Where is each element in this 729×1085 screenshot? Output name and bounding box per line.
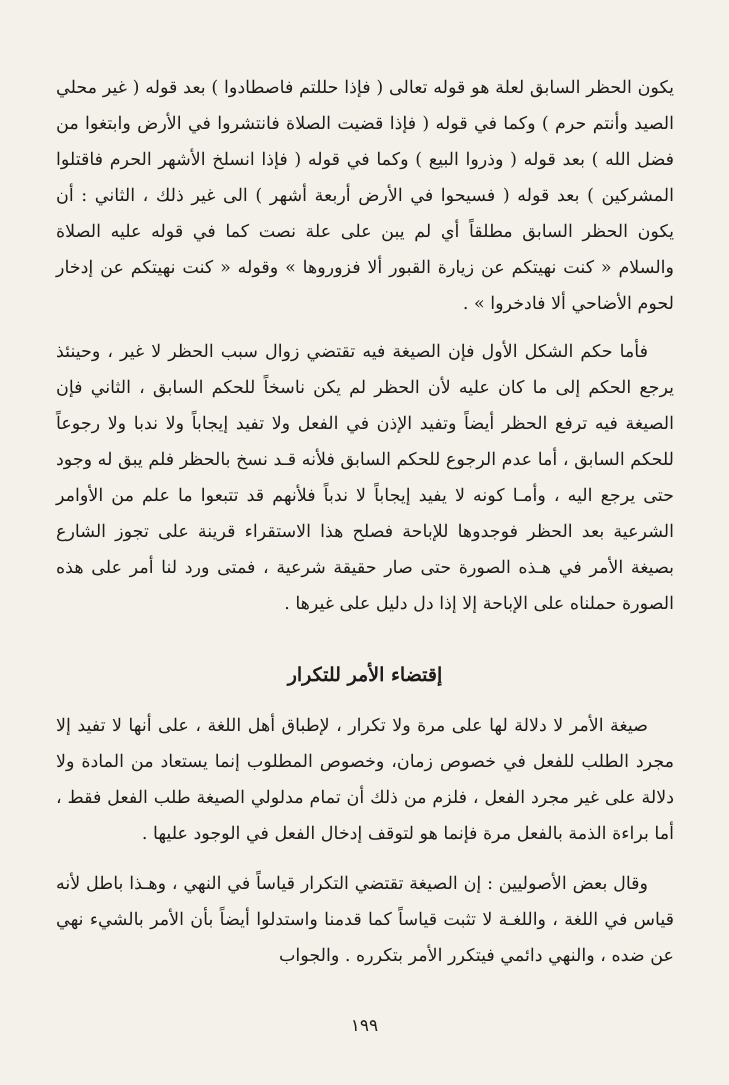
- paragraph-ruling: [56, 334, 674, 622]
- paragraph-prohibition-cases: [56, 70, 674, 322]
- paragraph-usuliyyin: [56, 866, 674, 974]
- paragraph-text: فأما حكم الشكل الأول فإن الصيغة فيه تقتضي زوال سبب الحظر لا غير ، وحينئذ يرجع الحكم إلى ما كان عليه لأن الحظر لم يكن ناسخاً للحكم السابق ، الثاني فإن الصيغة فيه ترفع الحظر أيضاً وتفيد الإذن في الفعل ولا تفيد إيجاباً ولا ندبا ولا رجوعاً للحكم السابق ، أما عدم الرجوع للحكم السابق فلأنه قـد نسخ بالحظر فلم يبق له وجود حتى يرجع اليه ، وأمـا كونه لا يفيد إيجاباً لا ندباً فلأنهم قد تتبعوا ما علم من الأوامر الشرعية بعد الحظر فوجدوها للإباحة فصلح هذا الاستقراء قرينة على تجوز الشارع بصيغة الأمر في هـذه الصورة حتى صار حقيقة شرعية ، فمتى ورد لنا أمر على هذه الصورة حملناه على الإباحة إلا إذا دل دليل على غيرها .: [56, 342, 674, 614]
- paragraph-text: وقال بعض الأصوليين : إن الصيغة تقتضي التكرار قياساً في النهي ، وهـذا باطل لأنه قياس في اللغة ، واللغـة لا تثبت قياساً كما قدمنا واستدلوا أيضاً بأن الأمر بالشيء نهي عن ضده ، والنهي دائمي فيتكرر الأمر بتكرره . والجواب: [56, 874, 674, 966]
- section-heading: إقتضاء الأمر للتكرار: [287, 664, 443, 686]
- paragraph-text: يكون الحظر السابق لعلة هو قوله تعالى ( فإذا حللتم فاصطادوا ) بعد قوله ( غير محلي الصيد وأنتم حرم ) وكما في قوله ( فإذا قضيت الصلاة فانتشروا في الأرض وابتغوا من فضل الله ) بعد قوله ( وذروا البيع ) وكما في قوله ( فإذا انسلخ الأشهر الحرم فاقتلوا المشركين ) بعد قوله ( فسيحوا في الأرض أربعة أشهر ) الى غير ذلك ، الثاني : أن يكون الحظر السابق مطلقاً أي لم يبن على علة نصت كما في قوله عليه الصلاة والسلام « كنت نهيتكم عن زيارة القبور ألا فزوروها » وقوله « كنت نهيتكم عن إدخار لحوم الأضاحي ألا فادخروا » .: [56, 78, 674, 314]
- paragraph-text: صيغة الأمر لا دلالة لها على مرة ولا تكرار ، لإطباق أهل اللغة ، على أنها لا تفيد إلا مجرد الطلب للفعل في خصوص زمان، وخصوص المطلوب إنما يستعاد من المادة ولا دلالة على غير مجرد الفعل ، فلزم من ذلك أن تمام مدلولي الصيغة طلب الفعل فقط ، أما براءة الذمة بالفعل مرة فإنما هو لتوقف إدخال الفعل في الوجود عليها .: [56, 716, 674, 844]
- page-number: ١٩٩: [350, 1016, 379, 1036]
- document-body: [56, 70, 674, 974]
- paragraph-repetition: [56, 708, 674, 852]
